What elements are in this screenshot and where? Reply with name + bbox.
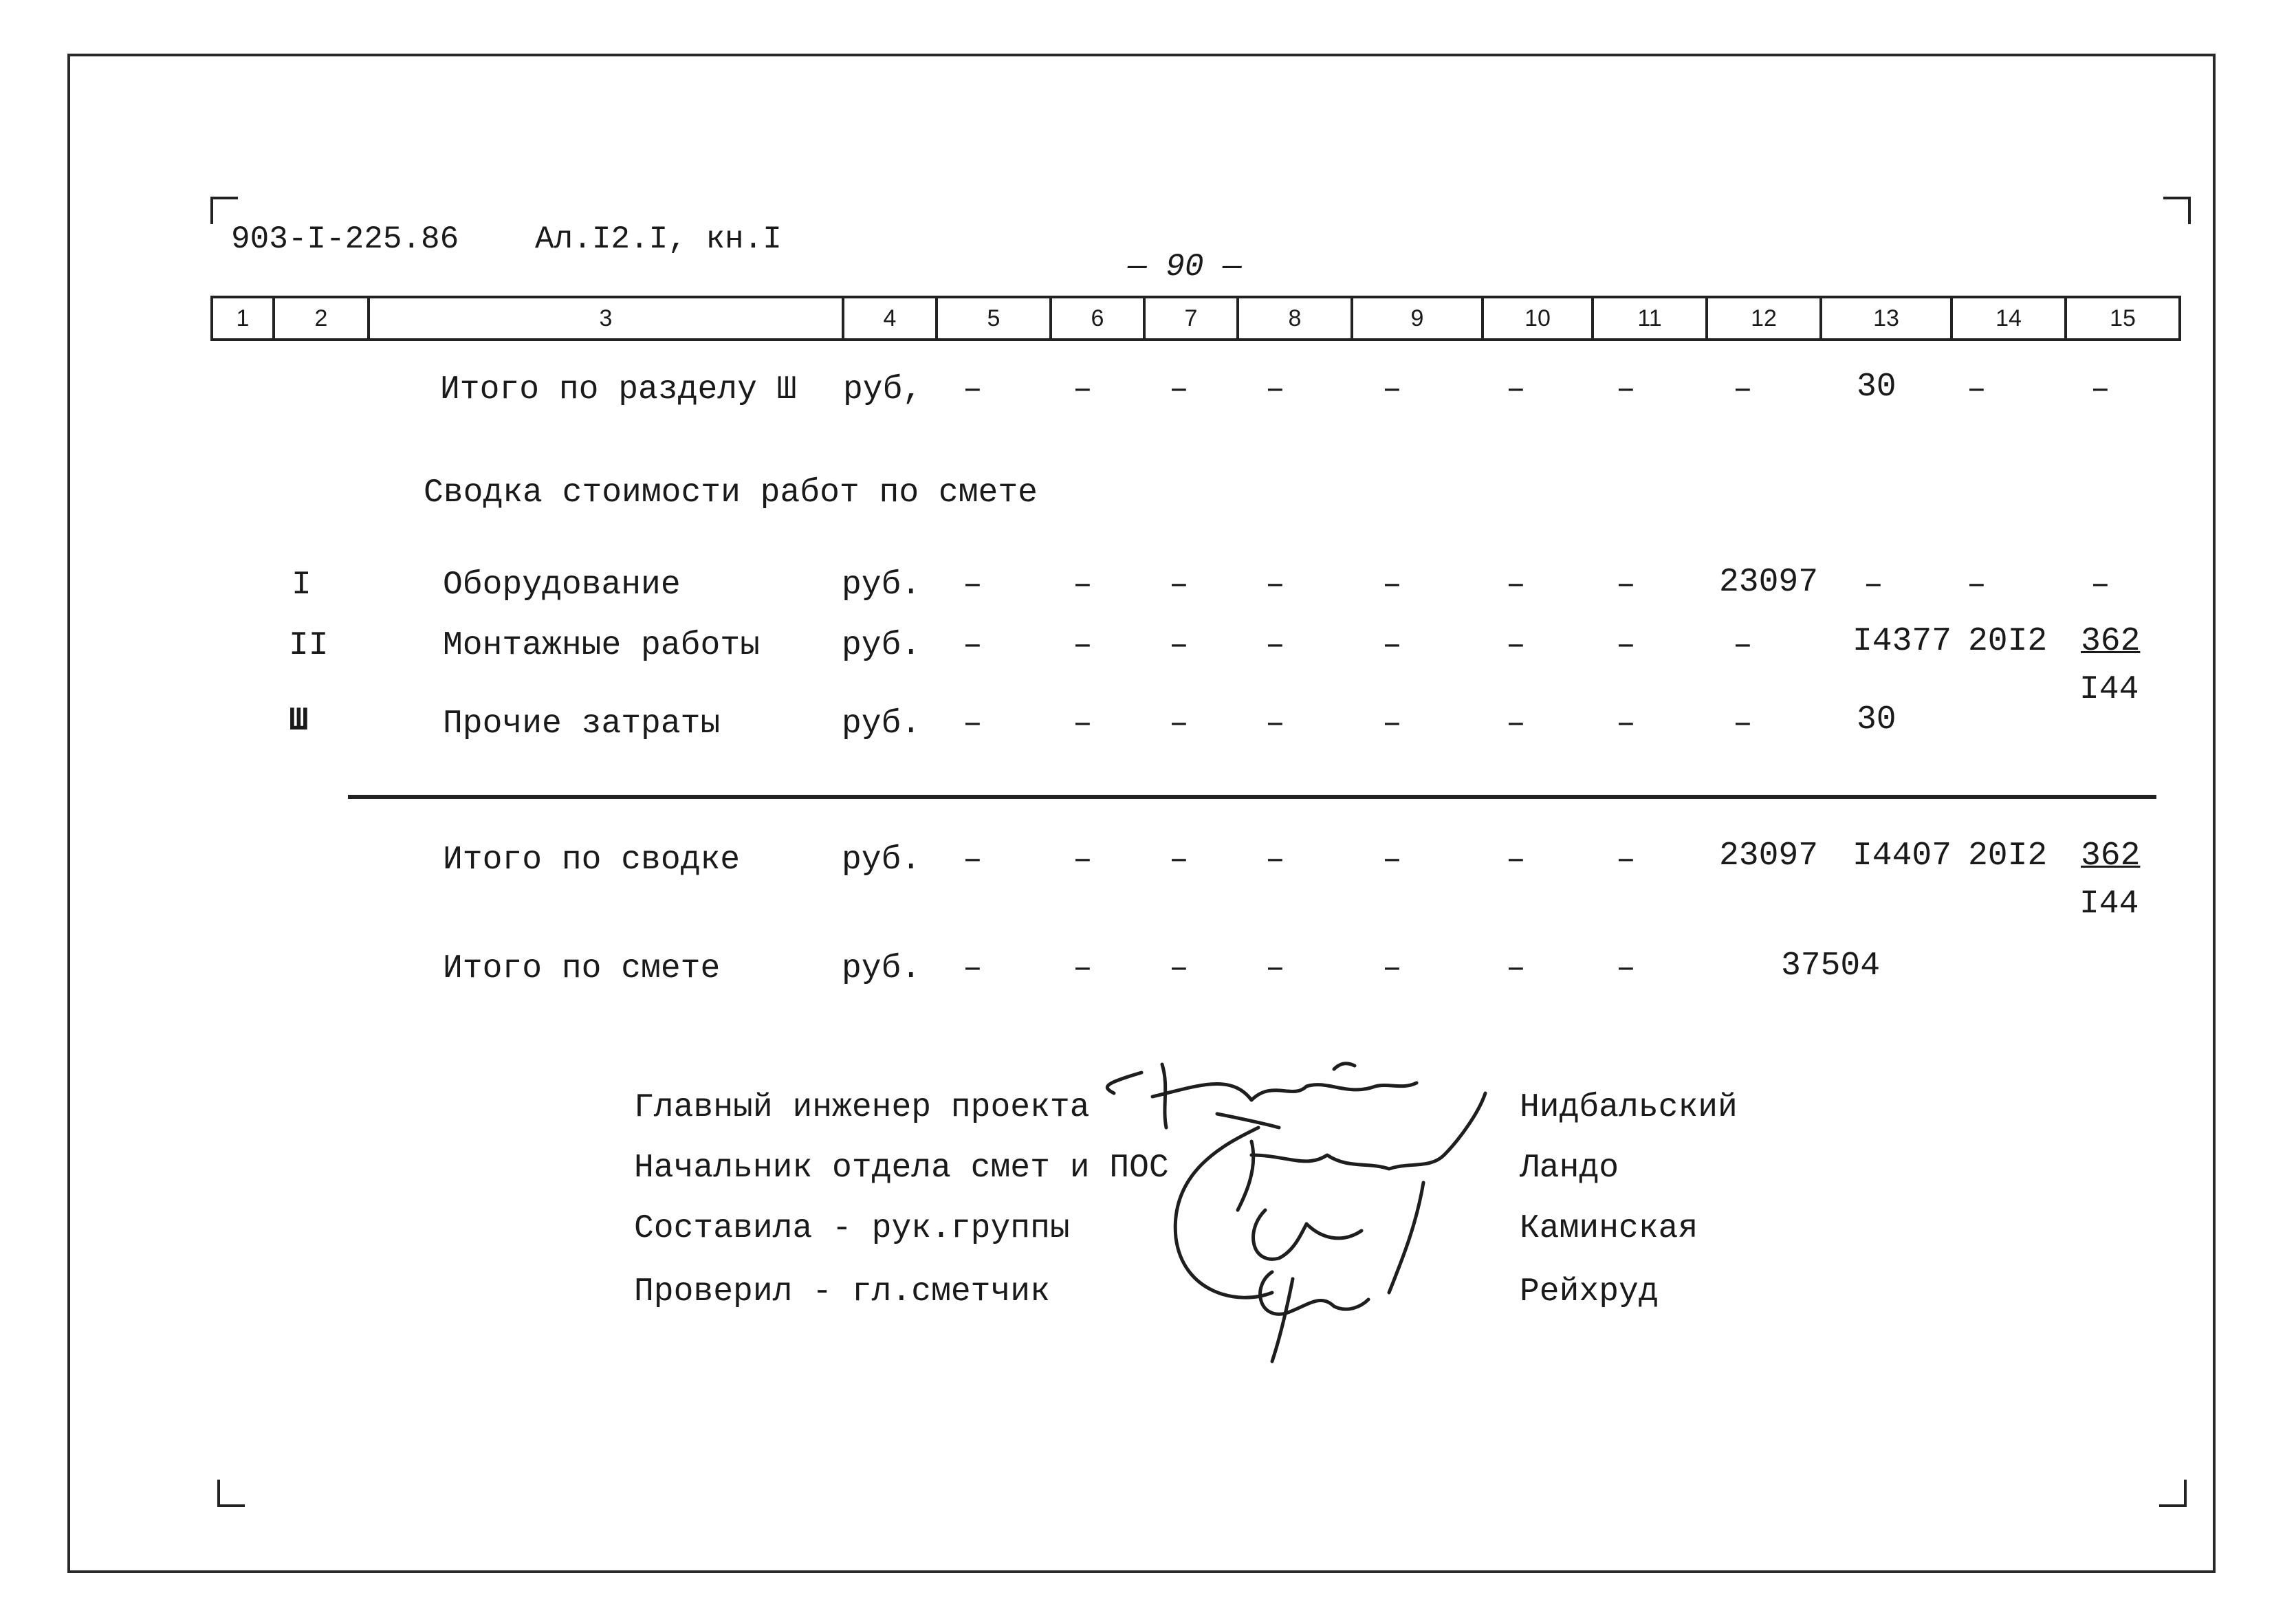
- signature-role: Начальник отдела смет и ПОС: [634, 1150, 1169, 1187]
- signature-name: Ландо: [1520, 1150, 1619, 1187]
- summary-total-col13: I4407: [1852, 837, 1952, 875]
- dash-cell: –: [1073, 950, 1093, 987]
- column-number: 14: [1952, 297, 2066, 340]
- dash-cell: –: [1733, 705, 1753, 743]
- signature-name: Рейхруд: [1520, 1273, 1659, 1310]
- dash-cell: –: [1073, 705, 1093, 743]
- column-number: 1: [212, 297, 274, 340]
- signature-role: Главный инженер проекта: [634, 1089, 1090, 1126]
- dash-cell: –: [1169, 567, 1189, 604]
- column-number: 12: [1707, 297, 1821, 340]
- signature-role: Составила - рук.группы: [634, 1210, 1070, 1247]
- album-reference: Ал.I2.I, кн.I: [535, 221, 782, 257]
- summary-total-label: Итого по сводке: [443, 842, 741, 879]
- dash-cell: –: [1382, 842, 1402, 879]
- column-number: 8: [1238, 297, 1352, 340]
- summary-total-col12: 23097: [1719, 837, 1819, 875]
- dash-cell: –: [1616, 950, 1636, 987]
- dash-cell: –: [1073, 627, 1093, 664]
- section-total-unit: руб,: [843, 371, 923, 408]
- column-number: 11: [1593, 297, 1707, 340]
- dash-cell: –: [1169, 371, 1189, 408]
- signature-role: Проверил - гл.сметчик: [634, 1273, 1050, 1310]
- dash-cell: –: [1265, 705, 1285, 743]
- equipment-number: I: [292, 567, 311, 604]
- dash-cell: –: [1169, 842, 1189, 879]
- summary-total-unit: руб.: [842, 842, 921, 879]
- dash-cell: –: [1616, 842, 1636, 879]
- dash-cell: –: [963, 842, 983, 879]
- install-col14: 20I2: [1968, 623, 2048, 660]
- column-number: 4: [843, 297, 937, 340]
- equipment-col12: 23097: [1719, 564, 1819, 601]
- dash-cell: –: [1733, 371, 1753, 408]
- column-number: 5: [937, 297, 1051, 340]
- column-number: 6: [1051, 297, 1144, 340]
- dash-cell: –: [1382, 950, 1402, 987]
- estimate-total-unit: руб.: [842, 950, 921, 987]
- column-number: 2: [274, 297, 369, 340]
- dash-cell: –: [963, 627, 983, 664]
- install-number: II: [289, 627, 329, 664]
- column-number: 3: [369, 297, 843, 340]
- estimate-total-label: Итого по смете: [443, 950, 721, 987]
- dash-cell: –: [1265, 950, 1285, 987]
- summary-total-col15-top: 362: [2081, 837, 2141, 875]
- install-col15-top: 362: [2081, 623, 2141, 660]
- other-label: Прочие затраты: [443, 705, 721, 743]
- dash-cell: –: [1169, 705, 1189, 743]
- dash-cell: –: [1616, 567, 1636, 604]
- estimate-total-value: 37504: [1781, 947, 1881, 985]
- dash-cell: –: [963, 705, 983, 743]
- dash-cell: –: [1863, 567, 1883, 604]
- dash-cell: –: [963, 371, 983, 408]
- dash-cell: –: [1073, 567, 1093, 604]
- document-code: 903-I-225.86: [231, 221, 459, 257]
- signature-stroke: [1107, 1064, 1417, 1128]
- column-number: 15: [2066, 297, 2180, 340]
- dash-cell: –: [963, 950, 983, 987]
- equipment-unit: руб.: [842, 567, 921, 604]
- install-unit: руб.: [842, 627, 921, 664]
- column-number: 13: [1821, 297, 1952, 340]
- column-number: 9: [1352, 297, 1483, 340]
- dash-cell: –: [1506, 567, 1526, 604]
- dash-cell: –: [1169, 950, 1189, 987]
- dash-cell: –: [1733, 627, 1753, 664]
- dash-cell: –: [1506, 371, 1526, 408]
- dash-cell: –: [1967, 567, 1987, 604]
- dash-cell: –: [1506, 627, 1526, 664]
- signature-name: Нидбальский: [1520, 1089, 1738, 1126]
- dash-cell: –: [2090, 371, 2110, 408]
- page-number: — 90 —: [1128, 249, 1242, 285]
- dash-cell: –: [1265, 627, 1285, 664]
- install-col13: I4377: [1852, 623, 1952, 660]
- section-total-label: Итого по разделу Ш: [440, 371, 797, 408]
- dash-cell: –: [1073, 371, 1093, 408]
- dash-cell: –: [1169, 627, 1189, 664]
- dash-cell: –: [1382, 567, 1402, 604]
- other-col13: 30: [1857, 701, 1896, 738]
- section-total-col13: 30: [1857, 369, 1896, 406]
- summary-total-col14: 20I2: [1968, 837, 2048, 875]
- other-unit: руб.: [842, 705, 921, 743]
- dash-cell: –: [963, 567, 983, 604]
- signature-stroke: [1260, 1272, 1368, 1361]
- signature-name: Каминская: [1520, 1210, 1698, 1247]
- dash-cell: –: [1265, 567, 1285, 604]
- other-number: Ш: [289, 703, 309, 740]
- dash-cell: –: [1616, 371, 1636, 408]
- column-number: 10: [1483, 297, 1593, 340]
- signature-stroke: [1254, 1183, 1423, 1293]
- dash-cell: –: [1382, 627, 1402, 664]
- signature-stroke: [1175, 1093, 1485, 1297]
- summary-total-col15-bottom: I44: [2079, 886, 2139, 923]
- equipment-label: Оборудование: [443, 567, 681, 604]
- dash-cell: –: [2090, 567, 2110, 604]
- dash-cell: –: [1073, 842, 1093, 879]
- dash-cell: –: [1382, 705, 1402, 743]
- dash-cell: –: [1616, 627, 1636, 664]
- dash-cell: –: [1265, 842, 1285, 879]
- summary-title: Сводка стоимости работ по смете: [424, 474, 1038, 512]
- install-label: Монтажные работы: [443, 627, 760, 664]
- dash-cell: –: [1506, 705, 1526, 743]
- dash-cell: –: [1967, 371, 1987, 408]
- dash-cell: –: [1382, 371, 1402, 408]
- dash-cell: –: [1616, 705, 1636, 743]
- column-number: 7: [1144, 297, 1238, 340]
- dash-cell: –: [1506, 842, 1526, 879]
- install-col15-bottom: I44: [2079, 671, 2139, 708]
- dash-cell: –: [1506, 950, 1526, 987]
- dash-cell: –: [1265, 371, 1285, 408]
